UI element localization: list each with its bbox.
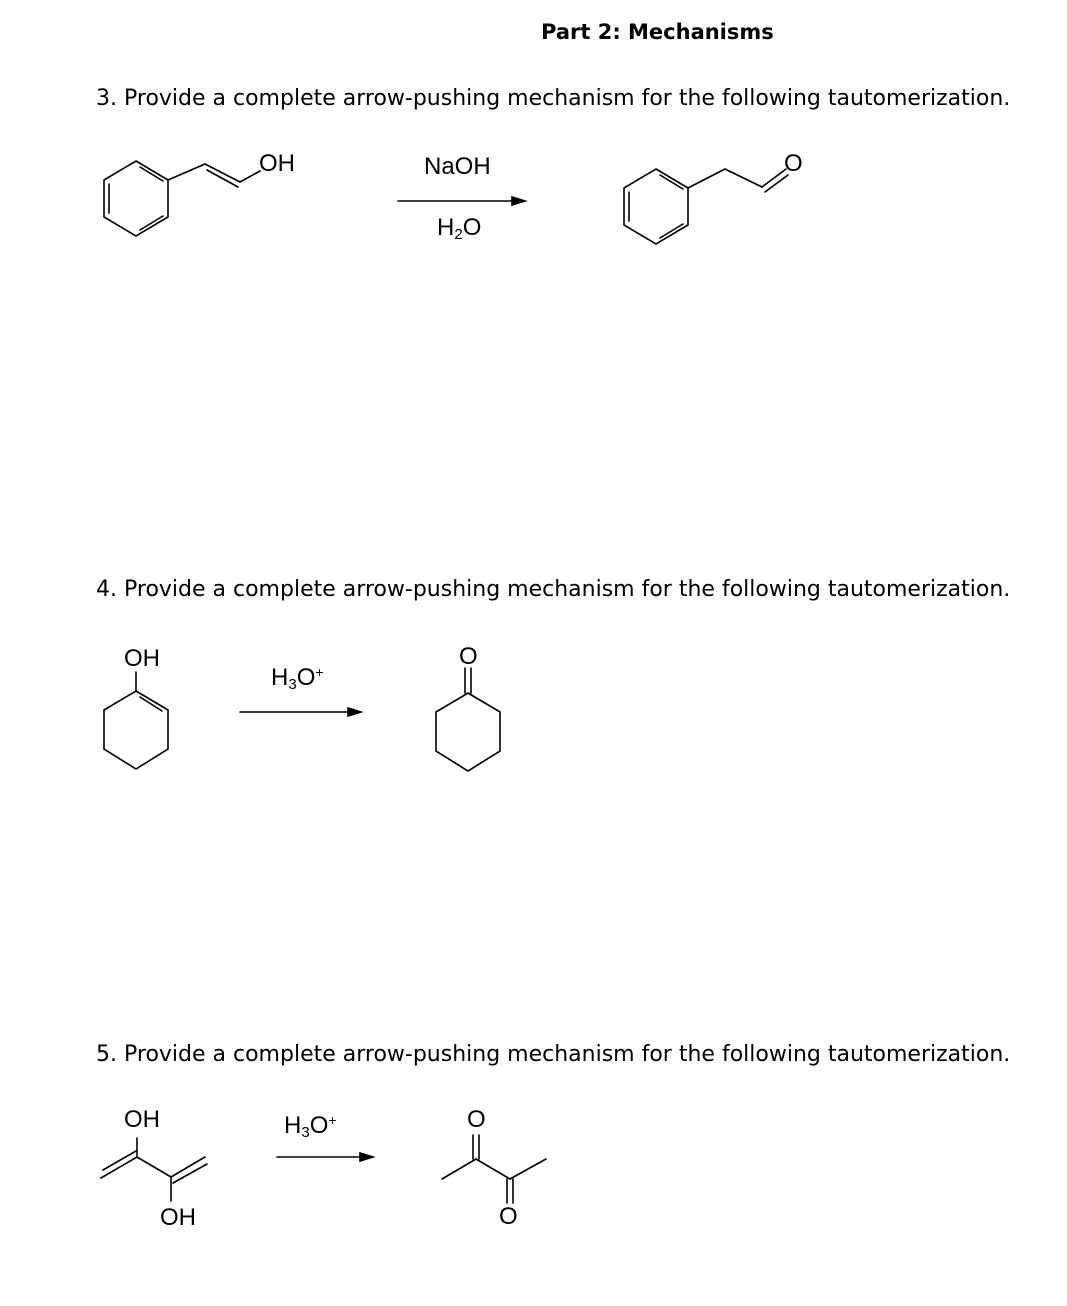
formula-subscript: 3 <box>288 676 297 693</box>
formula-part: H <box>284 1112 302 1139</box>
problem-number: 3. <box>96 86 117 111</box>
p3-reagent-naoh: NaOH <box>424 153 491 180</box>
p4-reagent-hydronium <box>271 664 324 693</box>
p5-start-molecule <box>101 1138 207 1201</box>
formula-subscript: 3 <box>301 1124 310 1141</box>
p4-reaction-arrow <box>240 708 361 716</box>
problem-text: Provide a complete arrow-pushing mechanism for the following tautomerization. <box>124 86 1011 111</box>
formula-subscript: 2 <box>454 226 463 243</box>
p3-reaction-arrow <box>398 197 525 205</box>
p4-product-molecule <box>436 668 500 771</box>
p4-start-molecule <box>104 672 168 769</box>
problem-number: 4. <box>96 577 117 602</box>
formula-part: O <box>462 214 482 241</box>
formula-part: O <box>296 664 316 691</box>
problem-text: Provide a complete arrow-pushing mechanism for the following tautomerization. <box>124 1042 1011 1067</box>
formula-part: H <box>271 664 289 691</box>
problem-number: 5. <box>96 1042 117 1067</box>
formula-superscript: + <box>328 1112 337 1128</box>
p3-start-oh-label: OH <box>259 150 295 177</box>
p5-reaction-arrow <box>277 1153 373 1161</box>
p5-product-molecule <box>442 1135 546 1203</box>
p4-product-o-label: O <box>459 643 478 670</box>
formula-part: H <box>437 214 455 241</box>
p3-product-molecule <box>624 169 788 244</box>
p5-start-oh-top-label: OH <box>124 1106 160 1133</box>
problem-text: Provide a complete arrow-pushing mechanism for the following tautomerization. <box>124 577 1011 602</box>
p3-start-molecule <box>104 161 260 236</box>
p5-product-o-bottom-label: O <box>499 1203 518 1230</box>
p5-reagent-hydronium <box>284 1112 337 1141</box>
p4-start-oh-label: OH <box>124 645 160 672</box>
formula-part: O <box>309 1112 329 1139</box>
p3-product-o-label: O <box>784 150 803 177</box>
page-title: Part 2: Mechanisms <box>541 20 774 44</box>
p5-start-oh-bottom-label: OH <box>160 1204 196 1231</box>
p3-reagent-water <box>437 214 481 243</box>
formula-superscript: + <box>315 664 324 680</box>
p5-product-o-top-label: O <box>467 1106 486 1133</box>
